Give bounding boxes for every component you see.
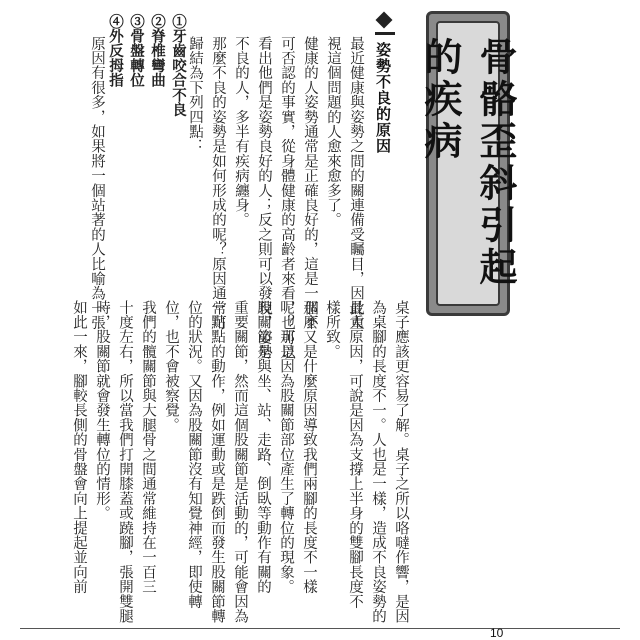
text-column: 位，也不會被察覺。	[163, 300, 179, 433]
text-column: 為桌腳的長度不一。人也是一樣，造成不良姿勢的	[370, 300, 386, 624]
text-column: 看出他們是姿勢良好的人；反之則可以發現，姿勢	[256, 36, 272, 360]
list-item: ②脊椎彎曲	[149, 14, 166, 88]
section-title: 姿勢不良的原因	[374, 42, 392, 154]
text-column: 如此一來，腳較長側的骨盤會向上提起並向前	[71, 300, 87, 594]
text-column: 不良的人，多半有疾病纏身。	[233, 36, 249, 228]
text-column: 歸結為下列四點：	[187, 36, 203, 154]
text-column: 原因有很多，如果將一個站著的人比喻為一張	[89, 36, 105, 330]
list-item: ③骨盤轉位	[128, 14, 145, 88]
list-item: ④外反拇指	[107, 14, 124, 88]
text-column: 最大原因，可說是因為支撐上半身的雙腳長度不	[347, 300, 363, 609]
text-column: 呢？那是因為股關節部位產生了轉位的現象。	[278, 300, 294, 594]
text-column: 重要關節，然而這個股關節是活動的，可能會因為	[232, 300, 248, 624]
text-column: 十度左右，所以當我們打開膝蓋或蹺腳，張開雙腿	[117, 300, 133, 624]
footer-rule	[20, 628, 620, 629]
text-column: 那麼不良的姿勢是如何形成的呢？原因通常可	[210, 36, 226, 330]
chapter-title: 骨骼歪斜引起的疾病	[418, 37, 517, 289]
chapter-title-inner	[418, 21, 517, 306]
text-column: 桌子應該更容易了解。桌子之所以咯噠作響，是因	[393, 300, 409, 624]
text-column: 股關節是與坐、站、走路、倒臥等動作有關的	[255, 300, 271, 594]
text-column: 健康的人姿勢通常是正確良好的，這是一個不	[302, 36, 318, 330]
text-column: 那麼又是什麼原因導致我們兩腳的長度不一樣	[301, 300, 317, 594]
text-column: 位的狀況。又因為股關節沒有知覺神經，即使轉	[186, 300, 202, 609]
chapter-title-box	[418, 11, 517, 316]
text-column: 一點點的動作，例如運動或是跌倒而發生股關節轉	[209, 300, 225, 624]
text-column: 我們的髖關節與大腿骨之間通常維持在一百三	[140, 300, 156, 594]
section-heading	[372, 12, 398, 162]
text-column: 最近健康與姿勢之間的關連備受矚目，因此重	[348, 36, 364, 330]
text-column: 視這個問題的人愈來愈多了。	[325, 36, 341, 228]
text-column: 可否認的事實，從身體健康的高齡者來看，也可以	[279, 36, 295, 360]
page-number: 10	[490, 626, 504, 640]
diamond-bullet-icon	[376, 12, 393, 29]
text-column: 樣所致。	[324, 300, 340, 359]
heading-rule	[375, 32, 395, 35]
text-column: 時，股關節就會發生轉位的情形。	[94, 300, 110, 521]
list-item: ①牙齒咬合不良	[170, 14, 187, 117]
